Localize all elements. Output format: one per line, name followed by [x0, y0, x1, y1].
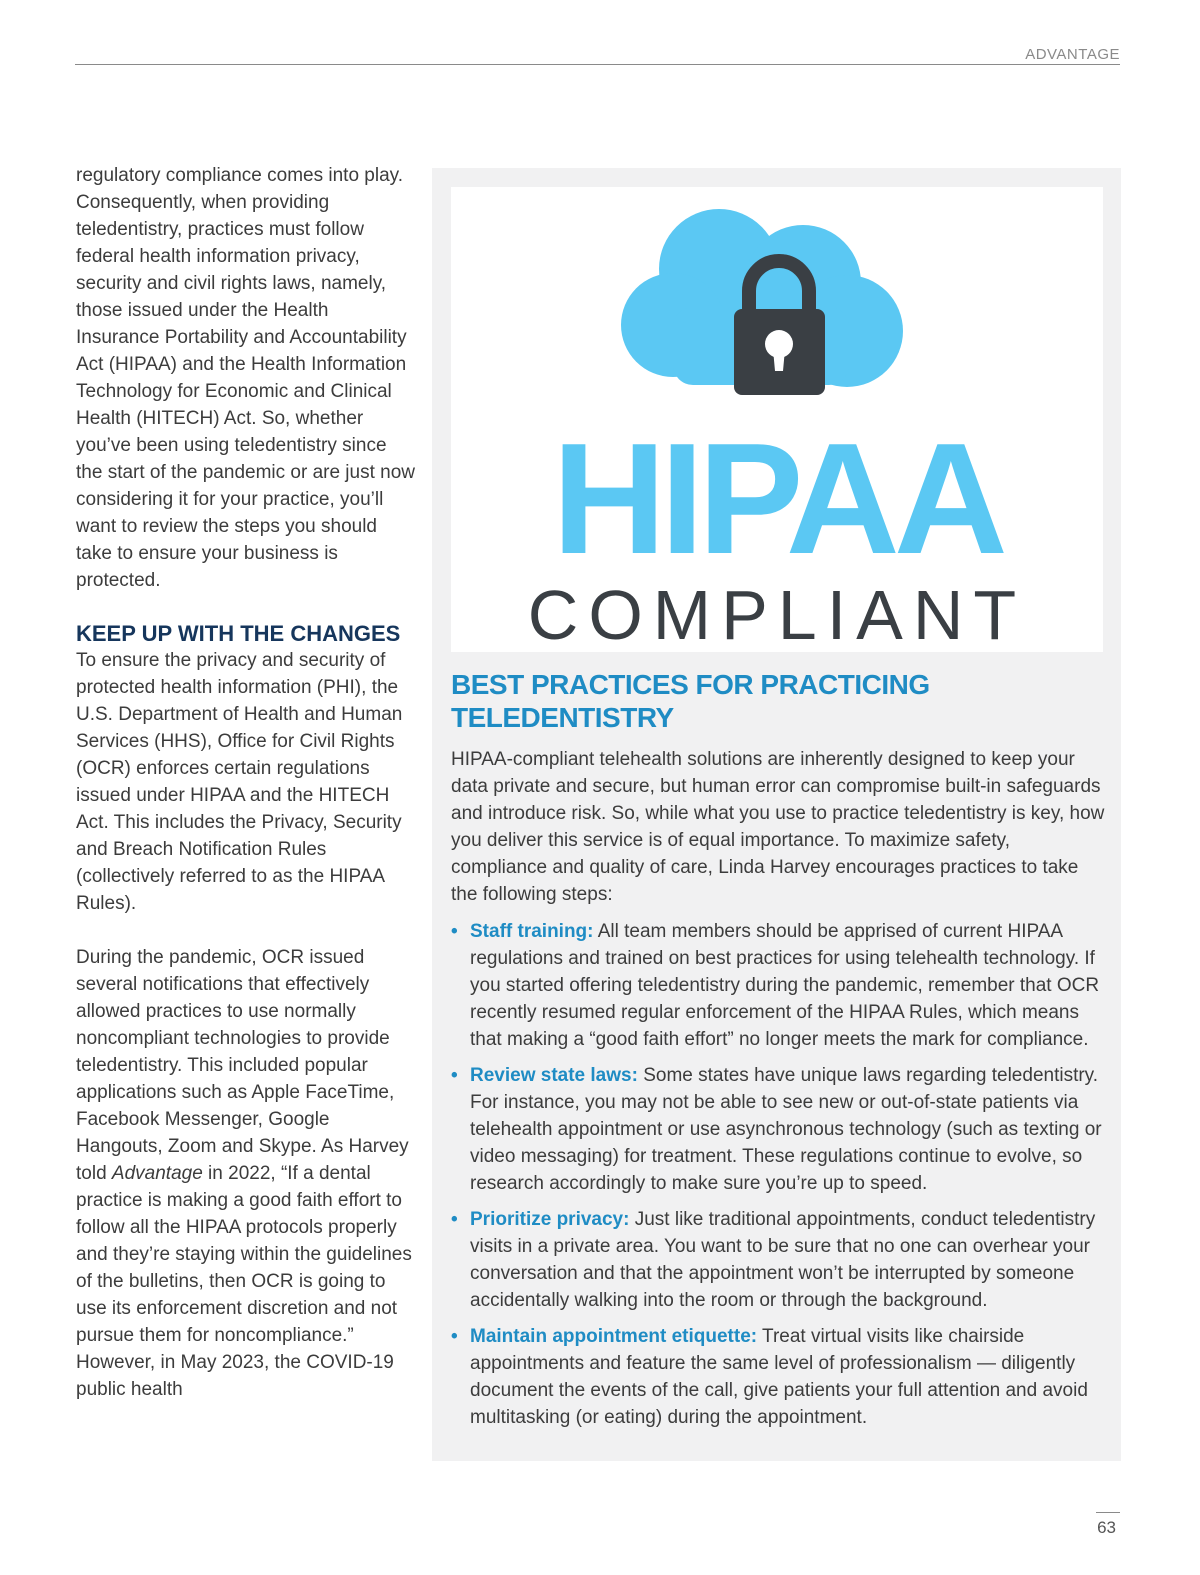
list-item-text: Treat virtual visits like chairside appointments and feature the same level of professionalism — diligently document the events of the call, give patients your full attention and avoid multitasking (or eating) during the appointment.: [470, 1326, 1088, 1428]
article-left-column: [76, 162, 416, 1403]
logo-word-compliant: COMPLIANT: [527, 576, 1027, 654]
list-item-text: Just like traditional appointments, conduct teledentistry visits in a private area. You want to be sure that no one can overhear your conversation and that the appointment won’t be interrupted by someone accidentally walking into the room or through the background.: [470, 1209, 1096, 1311]
bullet-icon: •: [451, 1209, 458, 1230]
body-paragraph: regulatory compliance comes into play. Consequently, when providing teledentistry, practices must follow federal health information privacy, security and civil rights laws, namely, those issued under the Health Insurance Portability and Accountability Act (HIPAA) and the Health Information Technology for Economic and Clinical Health (HITECH) Act. So, whether you’ve been using teledentistry since the start of the pandemic or are just now considering it for your practice, you’ll want to review the steps you should take to ensure your business is protected.: [76, 165, 416, 591]
list-item-lead: Prioritize privacy:: [470, 1209, 630, 1230]
sidebar-intro: HIPAA-compliant telehealth solutions are inherently designed to keep your data private and secure, but human error can compromise built-in safeguards and introduce risk. So, while what you use to practice teledentistry is key, how you deliver this service is of equal importance. To maximize safety, compliance and quality of care, Linda Harvey encourages practices to take the following steps:: [451, 749, 1105, 905]
body-paragraph: To ensure the privacy and security of protected health information (PHI), the U.S. Department of Health and Human Services (HHS), Office for Civil Rights (OCR) enforces certain regulations issued under HIPAA and the HITECH Act. This includes the Privacy, Security and Breach Notification Rules (collectively referred to as the HIPAA Rules).: [76, 650, 403, 914]
sidebar-heading: BEST PRACTICES FOR PRACTICING TELEDENTISTRY: [451, 669, 930, 733]
list-item: [451, 1206, 1106, 1314]
list-item: [451, 918, 1106, 1053]
list-item: [451, 1062, 1106, 1197]
hipaa-compliant-logo: [451, 187, 1103, 652]
sidebar-content: [451, 668, 1106, 1440]
bullet-icon: •: [451, 1065, 458, 1086]
list-item-lead: Maintain appointment etiquette:: [470, 1326, 758, 1347]
cloud-icon: [451, 187, 1103, 427]
section-heading: KEEP UP WITH THE CHANGES: [76, 621, 401, 646]
bullet-icon: •: [451, 1326, 458, 1347]
page-number: 63: [1097, 1518, 1116, 1537]
list-item: [451, 1323, 1106, 1431]
list-item-lead: Review state laws:: [470, 1065, 638, 1086]
list-item-text: All team members should be apprised of current HIPAA regulations and trained on best practices for using telehealth technology. If you started offering teledentistry during the pandemic, remember that OCR recently resumed regular enforcement of the HIPAA Rules, which means that making a “good faith effort” no longer meets the mark for compliance.: [470, 921, 1100, 1050]
body-paragraph: [76, 944, 416, 1403]
list-item-text: Some states have unique laws regarding teledentistry. For instance, you may not be able to see new or out-of-state patients via telehealth appointment or use asynchronous technology (such as texting or video messaging) for treatment. These regulations continue to evolve, so research accordingly to make sure you’re up to speed.: [470, 1065, 1102, 1194]
best-practices-list: [451, 918, 1106, 1431]
best-practices-sidebar: [432, 168, 1121, 1461]
page-number-divider: [1096, 1512, 1120, 1513]
publication-title: Advantage: [111, 1163, 203, 1184]
logo-word-hipaa: HIPAA: [552, 411, 1002, 587]
body-text: During the pandemic, OCR issued several notifications that effectively allowed practices to use normally noncompliant technologies to provide teledentistry. This included popular applications such as Apple FaceTime, Facebook Messenger, Google Hangouts, Zoom and Skype. As Harvey told: [76, 947, 409, 1184]
running-header: ADVANTAGE: [1025, 46, 1120, 63]
list-item-lead: Staff training:: [470, 921, 594, 942]
body-text: in 2022, “If a dental practice is making a good faith effort to follow all the HIPAA protocols properly and they’re staying within the guidelines of the bulletins, then OCR is going to use its enforcement discretion and not pursue them for noncompliance.” However, in May 2023, the COVID-19 public health: [76, 1163, 412, 1400]
bullet-icon: •: [451, 921, 458, 942]
header-divider: [75, 64, 1120, 65]
